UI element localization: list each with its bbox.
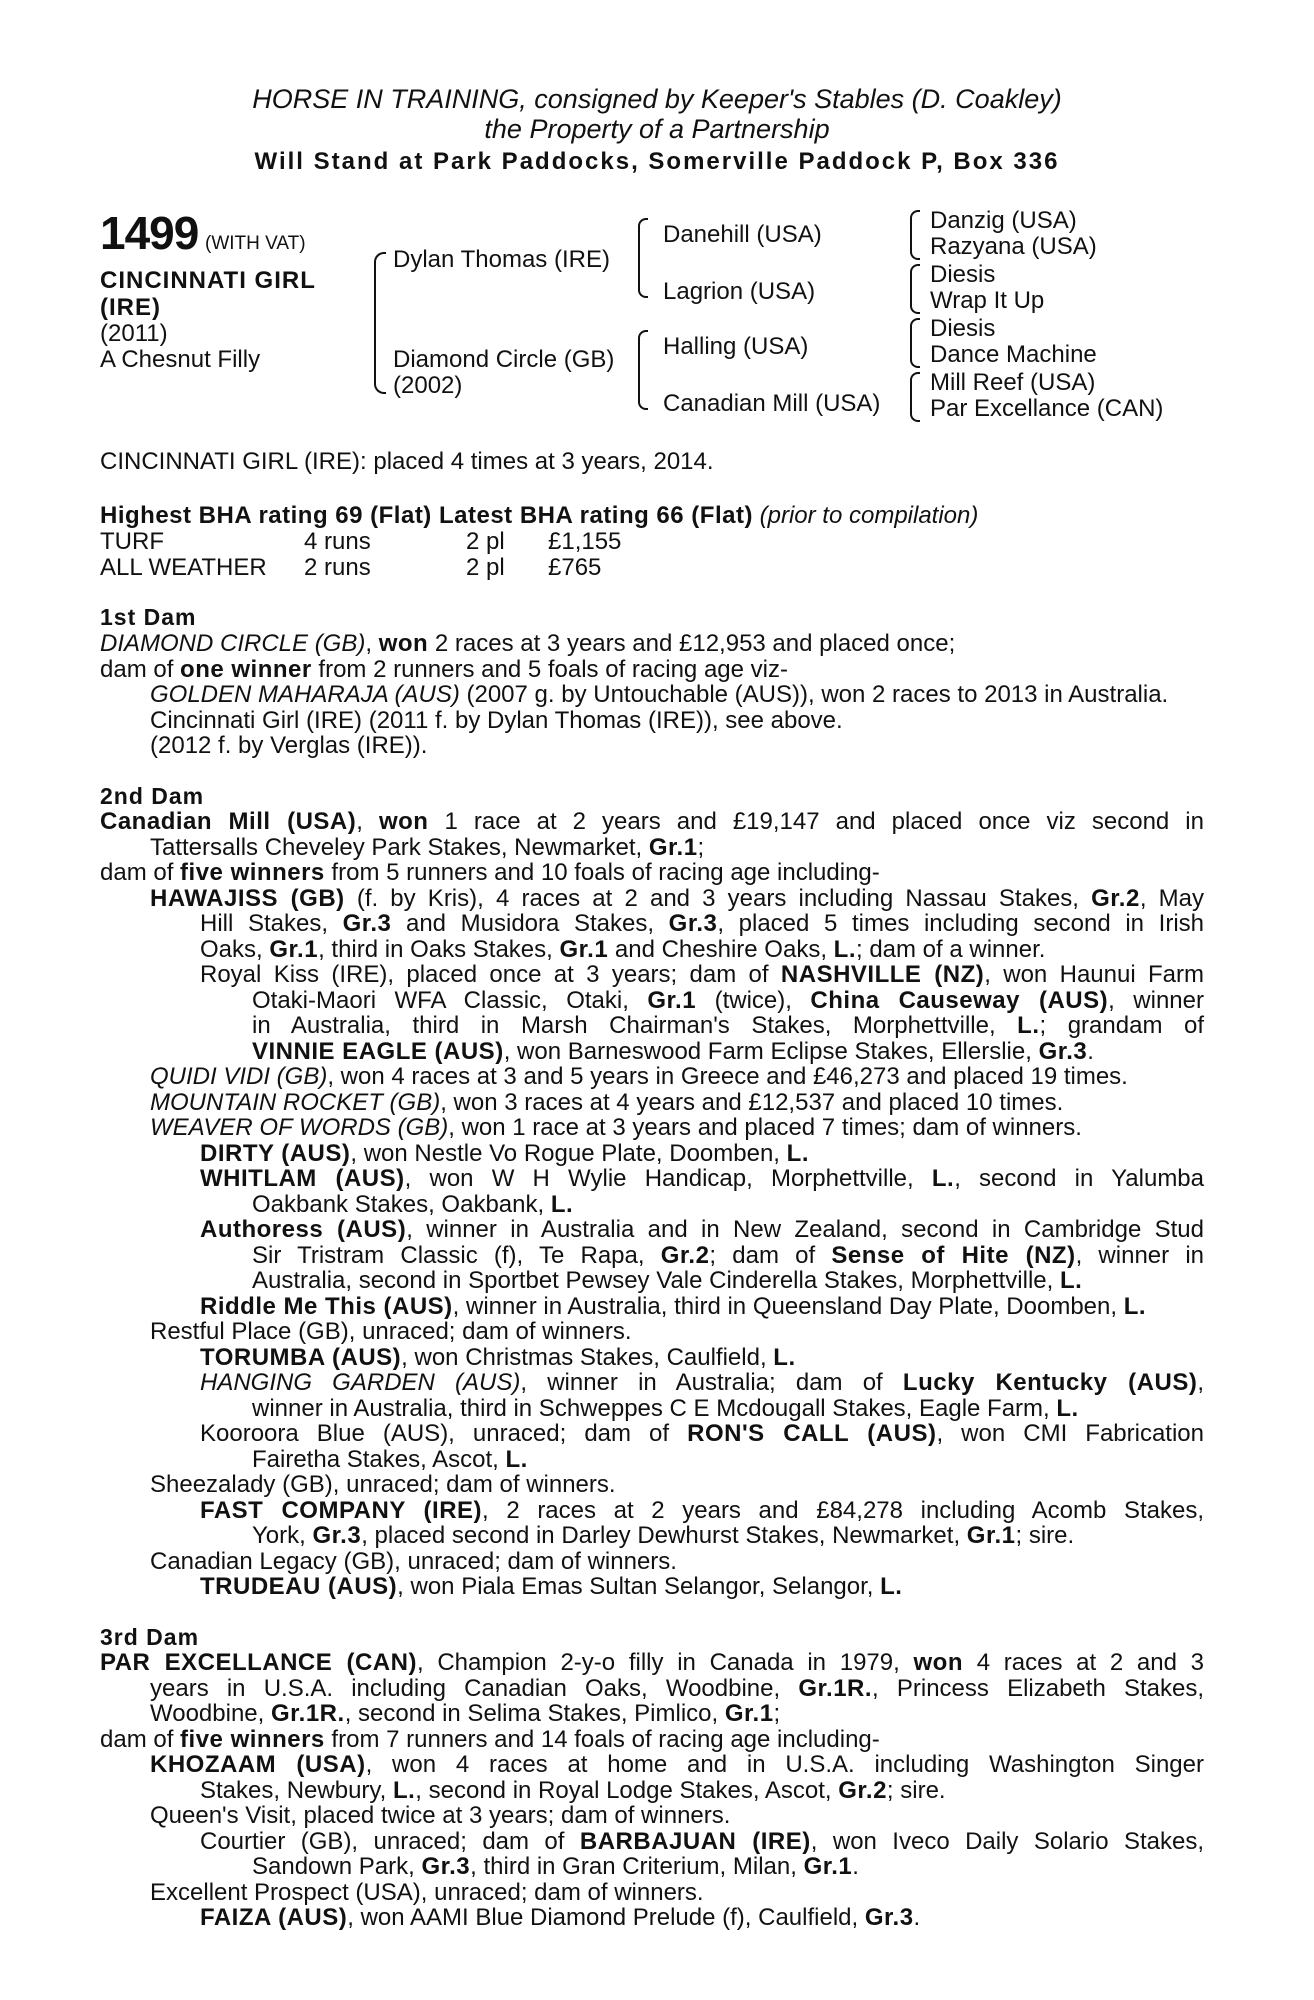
first-dam-line: GOLDEN MAHARAJA (AUS) (2007 g. by Untouchable (AUS)), won 2 races to 2013 in Australia.	[150, 681, 1169, 708]
lot-number-block	[100, 208, 306, 269]
second-dam-line: Canadian Legacy (GB), unraced; dam of winners.	[150, 1548, 677, 1575]
pedigree-sire-sire: Danehill (USA)	[663, 221, 822, 248]
third-dam-line: Stakes, Newbury, L., second in Royal Lodge Stakes, Ascot, Gr.2; sire.	[200, 1777, 946, 1804]
record-runs-0: 4 runs	[304, 528, 371, 555]
third-dam-line: Excellent Prospect (USA), unraced; dam of winners.	[150, 1879, 704, 1906]
record-prize-1: £765	[548, 554, 602, 581]
horse-name: CINCINNATI GIRL	[100, 267, 316, 294]
record-surface-0: TURF	[100, 528, 164, 555]
pedigree-g8: Par Excellance (CAN)	[930, 395, 1164, 422]
pedigree-brace-g1	[910, 210, 920, 260]
second-dam-line: QUIDI VIDI (GB), won 4 races at 3 and 5 years in Greece and £46,273 and placed 19 times.	[150, 1063, 1128, 1090]
second-dam-line: MOUNTAIN ROCKET (GB), won 3 races at 4 years and £12,537 and placed 10 times.	[150, 1089, 1064, 1116]
second-dam-line: Sheezalady (GB), unraced; dam of winners.	[150, 1471, 616, 1498]
third-dam-line: dam of five winners from 7 runners and 14 foals of racing age including-	[100, 1726, 880, 1753]
second-dam-line: HANGING GARDEN (AUS), winner in Australia; dam of Lucky Kentucky (AUS),	[200, 1369, 1205, 1396]
second-dam-line: Oaks, Gr.1, third in Oaks Stakes, Gr.1 and Cheshire Oaks, L.; dam of a winner.	[200, 936, 1046, 963]
second-dam-line: Restful Place (GB), unraced; dam of winners.	[150, 1318, 632, 1345]
pedigree-brace-g4	[910, 372, 920, 422]
pedigree-g1: Danzig (USA)	[930, 207, 1077, 234]
second-dam-line: FAST COMPANY (IRE), 2 races at 2 years and £84,278 including Acomb Stakes,	[200, 1497, 1205, 1524]
second-dam-line: Oakbank Stakes, Oakbank, L.	[252, 1191, 574, 1218]
stabling-line: Will Stand at Park Paddocks, Somerville Paddock P, Box 336	[254, 148, 1060, 175]
second-dam-line: TRUDEAU (AUS), won Piala Emas Sultan Selangor, Selangor, L.	[200, 1573, 903, 1600]
second-dam-line: Australia, second in Sportbet Pewsey Vale Cinderella Stakes, Morphettville, L.	[252, 1267, 1083, 1294]
record-surface-1: ALL WEATHER	[100, 554, 267, 581]
second-dam-line: dam of five winners from 5 runners and 10 foals of racing age including-	[100, 859, 880, 886]
pedigree-g7: Mill Reef (USA)	[930, 369, 1096, 396]
second-dam-line: Canadian Mill (USA), won 1 race at 2 years and £19,147 and placed once viz second in	[100, 808, 1204, 835]
pedigree-sire-dam: Lagrion (USA)	[663, 278, 816, 305]
first-dam-line: Cincinnati Girl (IRE) (2011 f. by Dylan Thomas (IRE)), see above.	[150, 707, 843, 734]
race-summary: CINCINNATI GIRL (IRE): placed 4 times at 3 years, 2014.	[100, 448, 714, 475]
third-dam-line: Sandown Park, Gr.3, third in Gran Criterium, Milan, Gr.1.	[252, 1853, 859, 1880]
first-dam-line: DIAMOND CIRCLE (GB), won 2 races at 3 years and £12,953 and placed once;	[100, 630, 956, 657]
second-dam-line: VINNIE EAGLE (AUS), won Barneswood Farm Eclipse Stakes, Ellerslie, Gr.3.	[252, 1038, 1094, 1065]
pedigree-g6: Dance Machine	[930, 341, 1097, 368]
second-dam-line: Tattersalls Cheveley Park Stakes, Newmarket, Gr.1;	[150, 834, 705, 861]
second-dam-line: Authoress (AUS), winner in Australia and in New Zealand, second in Cambridge Stud	[200, 1216, 1204, 1243]
section-first-dam: 1st Dam	[100, 604, 197, 630]
horse-description: A Chesnut Filly	[100, 346, 261, 373]
horse-year: (2011)	[100, 320, 168, 347]
pedigree-g2: Razyana (USA)	[930, 233, 1097, 260]
third-dam-line: KHOZAAM (USA), won 4 races at home and in U.S.A. including Washington Singer	[150, 1751, 1204, 1778]
third-dam-line: FAIZA (AUS), won AAMI Blue Diamond Prelude (f), Caulfield, Gr.3.	[200, 1904, 921, 1931]
second-dam-line: Royal Kiss (IRE), placed once at 3 years; dam of NASHVILLE (NZ), won Haunui Farm	[200, 961, 1205, 988]
second-dam-line: Riddle Me This (AUS), winner in Australia, third in Queensland Day Plate, Doomben, L.	[200, 1293, 1147, 1320]
first-dam-line: dam of one winner from 2 runners and 5 foals of racing age viz-	[100, 656, 788, 683]
second-dam-line: WEAVER OF WORDS (GB), won 1 race at 3 years and placed 7 times; dam of winners.	[150, 1114, 1082, 1141]
pedigree-sire: Dylan Thomas (IRE)	[393, 246, 610, 273]
lot-number: 1499	[100, 207, 199, 259]
section-second-dam: 2nd Dam	[100, 783, 205, 809]
pedigree-g4: Wrap It Up	[930, 287, 1045, 314]
second-dam-line: Kooroora Blue (AUS), unraced; dam of RON'S CALL (AUS), won CMI Fabrication	[200, 1420, 1205, 1447]
consignor-line: HORSE IN TRAINING, consigned by Keeper's Stables (D. Coakley)	[252, 84, 1062, 114]
horse-country: (IRE)	[100, 294, 161, 321]
second-dam-line: in Australia, third in Marsh Chairman's Stakes, Morphettville, L.; grandam of	[252, 1012, 1204, 1039]
pedigree-brace-dam	[638, 330, 648, 410]
pedigree-brace-g2	[910, 264, 920, 314]
record-placed-1: 2 pl	[466, 554, 505, 581]
record-placed-0: 2 pl	[466, 528, 505, 555]
section-third-dam: 3rd Dam	[100, 1624, 200, 1650]
second-dam-line: Hill Stakes, Gr.3 and Musidora Stakes, Gr.3, placed 5 times including second in Irish	[200, 910, 1204, 937]
second-dam-line: WHITLAM (AUS), won W H Wylie Handicap, Morphettville, L., second in Yalumba	[200, 1165, 1205, 1192]
third-dam-line: years in U.S.A. including Canadian Oaks, Woodbine, Gr.1R., Princess Elizabeth Stakes,	[150, 1675, 1205, 1702]
second-dam-line: DIRTY (AUS), won Nestle Vo Rogue Plate, Doomben, L.	[200, 1140, 809, 1167]
pedigree-dam: Diamond Circle (GB)	[393, 346, 615, 373]
pedigree-brace-g3	[910, 318, 920, 368]
pedigree-dam-year: (2002)	[393, 372, 463, 399]
second-dam-line: Otaki-Maori WFA Classic, Otaki, Gr.1 (twice), China Causeway (AUS), winner	[252, 987, 1204, 1014]
pedigree-brace-sire	[638, 218, 648, 298]
property-line: the Property of a Partnership	[484, 114, 830, 144]
record-runs-1: 2 runs	[304, 554, 371, 581]
record-prize-0: £1,155	[548, 528, 622, 555]
third-dam-line: Queen's Visit, placed twice at 3 years; dam of winners.	[150, 1802, 731, 1829]
second-dam-line: HAWAJISS (GB) (f. by Kris), 4 races at 2 and 3 years including Nassau Stakes, Gr.2, May	[150, 885, 1204, 912]
bha-rating-values: Highest BHA rating 69 (Flat) Latest BHA rating 66 (Flat)	[100, 502, 753, 529]
pedigree-dam-dam: Canadian Mill (USA)	[663, 390, 881, 417]
second-dam-line: TORUMBA (AUS), won Christmas Stakes, Caulfield, L.	[200, 1344, 796, 1371]
vat-note: (WITH VAT)	[205, 233, 306, 254]
third-dam-line: Woodbine, Gr.1R., second in Selima Stakes, Pimlico, Gr.1;	[150, 1700, 781, 1727]
third-dam-line: Courtier (GB), unraced; dam of BARBAJUAN (IRE), won Iveco Daily Solario Stakes,	[200, 1828, 1204, 1855]
second-dam-line: winner in Australia, third in Schweppes C E Mcdougall Stakes, Eagle Farm, L.	[252, 1395, 1079, 1422]
second-dam-line: Fairetha Stakes, Ascot, L.	[252, 1446, 528, 1473]
second-dam-line: Sir Tristram Classic (f), Te Rapa, Gr.2; dam of Sense of Hite (NZ), winner in	[252, 1242, 1204, 1269]
pedigree-g3: Diesis	[930, 261, 996, 288]
first-dam-line: (2012 f. by Verglas (IRE)).	[150, 732, 428, 759]
third-dam-line: PAR EXCELLANCE (CAN), Champion 2-y-o filly in Canada in 1979, won 4 races at 2 and 3	[100, 1649, 1205, 1676]
pedigree-g5: Diesis	[930, 315, 996, 342]
pedigree-brace-main	[374, 252, 386, 394]
pedigree-dam-sire: Halling (USA)	[663, 333, 809, 360]
second-dam-line: York, Gr.3, placed second in Darley Dewhurst Stakes, Newmarket, Gr.1; sire.	[252, 1522, 1075, 1549]
bha-rating-note: (prior to compilation)	[759, 502, 979, 529]
bha-rating	[100, 503, 978, 529]
